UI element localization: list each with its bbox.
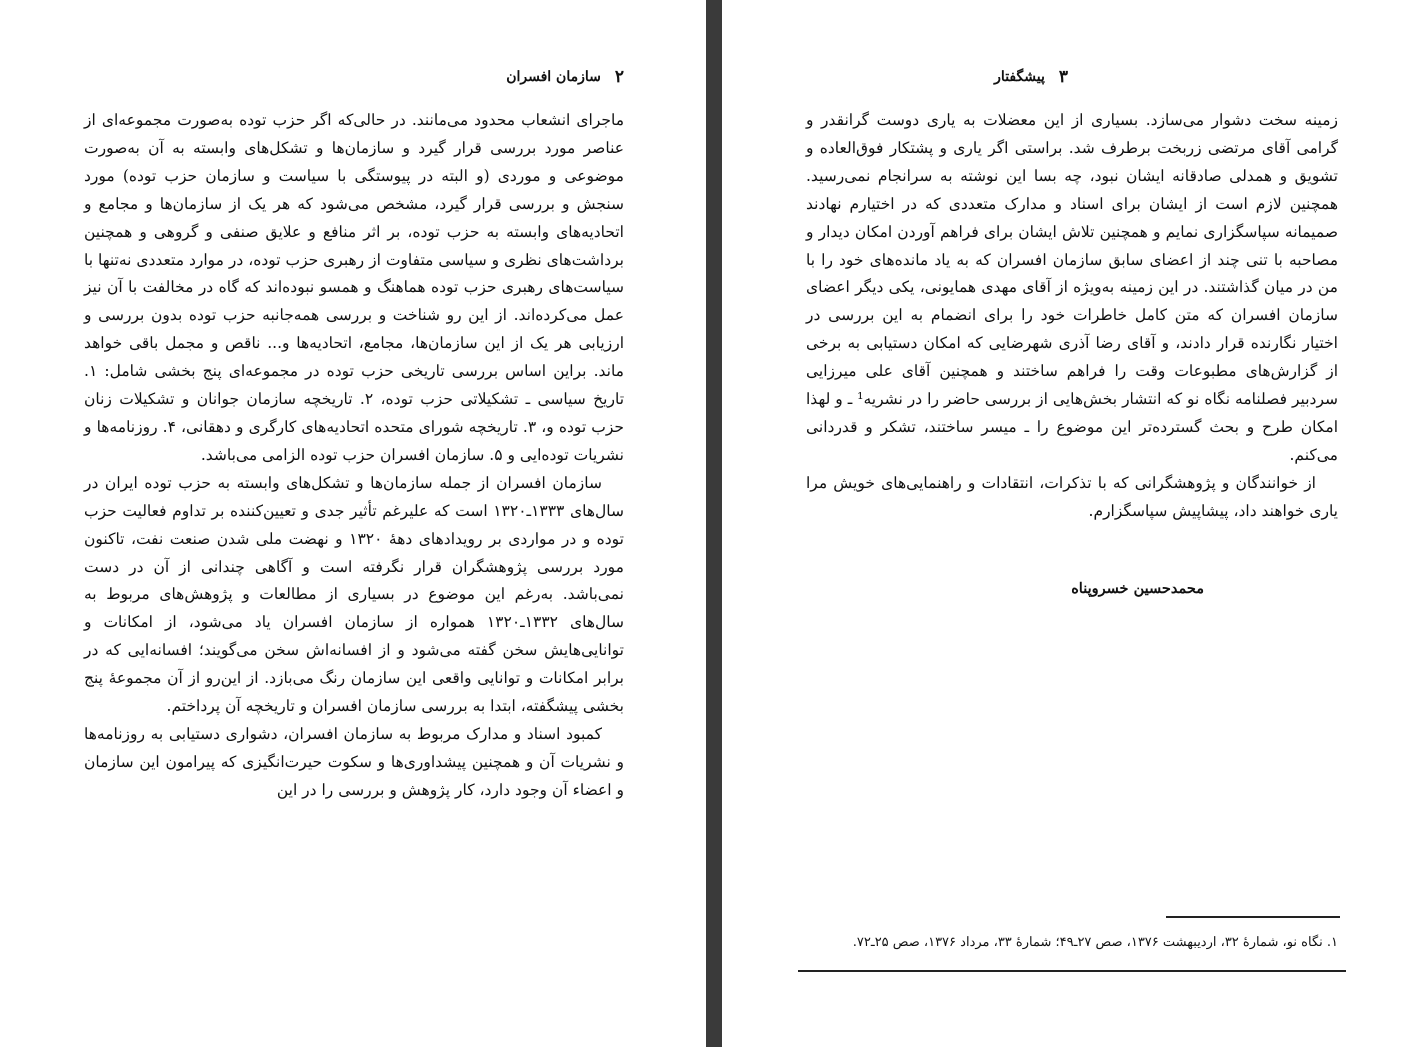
left-page	[0, 0, 706, 1047]
footnote: ۱. نگاه نو، شمارهٔ ۳۲، اردیبهشت ۱۳۷۶، صص ۲۷ـ۴۹؛ شمارهٔ ۳۳، مرداد ۱۳۷۶، صص ۲۵ـ۷۲.	[852, 935, 1338, 950]
right-paragraph-1: زمینه سخت دشوار می‌سازد. بسیاری از این معضلات به یاری دوست گرانقدر و گرامی آقای مرتضی زربخت برطرف شد. براستی اگر یاری و پشتکار فوق‌العاده و تشویق و همدلی صادقانه ایشان نبود، چه بسا این نوشته به سرانجام نمی‌رسید. همچنین لازم است از ایشان برای اسناد و مدارک متعددی که در اختیارم نهادند صمیمانه سپاسگزاری نمایم و همچنین تلاش ایشان برای فراهم آوردن امکان دیدار و مصاحبه با تنی چند از اعضای سابق سازمان افسران که به یاد مانده‌های خود را با من در میان گذاشتند. در این زمینه به‌ویژه از آقای مهدی همایونی، یکی دیگر اعضای سازمان افسران که متن کامل خاطرات خود را برای انضمام به این بررسی در اختیار نگارنده قرار دادند، و آقای رضا آذری شهرضایی که امکان دستیابی به برخی از گزارش‌های مطبوعات وقت را فراهم ساختند و همچنین آقای علی میرزایی سردبیر فصلنامه نگاه نو که انتشار بخش‌هایی از بررسی حاضر را در نشریه¹ ـ و لهذا امکان طرح و بحث گسترده‌تر این موضوع را ـ میسر ساختند، تشکر و قدردانی می‌کنم.	[806, 111, 1338, 464]
right-page-header	[994, 62, 1068, 92]
left-page-body	[84, 107, 624, 805]
left-paragraph-2: سازمان افسران از جمله سازمان‌ها و تشکل‌های وابسته به حزب توده ایران در سال‌های ۱۳۳۳ـ۱۳۲۰ است که علیرغم تأثیر جدی و تعیین‌کننده بر تداوم فعالیت حزب توده و در مواردی بر رویدادهای دههٔ ۱۳۲۰ و نهضت ملی شدن صنعت نفت، تاکنون مورد بررسی پژوهشگران قرار نگرفته است و آگاهی چندانی از آن در دست نمی‌باشد. به‌رغم این موضوع در بسیاری از مطالعات و پژوهش‌های مربوط به سال‌های ۱۳۳۲ـ۱۳۲۰ همواره از سازمان افسران یاد می‌شود، از امکانات و توانایی‌هایش سخن گفته می‌شود و از افسانه‌اش سخن می‌گویند؛ افسانه‌ایی که در برابر امکانات و توانایی واقعی این سازمان رنگ می‌بازد. از این‌رو از آن مجموعهٔ پنج بخشی پیشگفته، ابتدا به بررسی سازمان افسران و تاریخچه آن پرداختم.	[84, 473, 624, 716]
left-paragraph-1: ماجرای انشعاب محدود می‌مانند. در حالی‌که اگر حزب توده به‌صورت مجموعه‌ای از عناصر مورد بررسی قرار گیرد و سازمان‌ها و تشکل‌های وابسته به آن به‌صورت موضوعی و موردی (و البته در پیوستگی با سیاست و سازمان حزب توده) مورد سنجش و بررسی قرار گیرد، مشخص می‌شود که هر یک از سازمان‌ها و مجامع و اتحادیه‌های وابسته به حزب توده، بر اثر منافع و علایق صنفی و گروهی و همچنین برداشت‌های نظری و سیاسی متفاوت از رهبری حزب توده، در موارد متعددی نه‌تنها با سیاست‌های رهبری حزب توده هماهنگ و همسو نبوده‌اند که گاه در مخالفت با آن نیز عمل می‌کرده‌اند. از این رو شناخت و بررسی همه‌جانبه حزب توده بدون بررسی و ارزیابی هر یک از این سازمان‌ها، مجامع، اتحادیه‌ها و... ناقص و مجمل باقی خواهد ماند. براین اساس بررسی تاریخی حزب توده در مجموعه‌ای پنج بخشی شامل: ۱. تاریخ سیاسی ـ تشکیلاتی حزب توده، ۲. تاریخچه سازمان جوانان و تشکیلات زنان حزب توده و، ۳. تاریخچه شورای متحده اتحادیه‌های کارگری و دهقانی، ۴. روزنامه‌ها و نشریات توده‌ایی و ۵. سازمان افسران حزب توده الزامی می‌باشد.	[84, 111, 625, 464]
right-page-body	[806, 107, 1338, 526]
left-running-title: سازمان افسران	[506, 69, 601, 85]
bottom-rule	[798, 970, 1346, 972]
page-gutter-divider	[706, 0, 722, 1047]
right-paragraph-2: از خوانندگان و پژوهشگرانی که با تذکرات، انتقادات و راهنمایی‌های خویش مرا یاری خواهند داد، پیشاپیش سپاسگزارم.	[806, 473, 1338, 520]
author-signature: محمدحسین خسروپناه	[1071, 580, 1204, 597]
left-page-number: ۲	[614, 67, 624, 87]
right-page	[722, 0, 1416, 1047]
right-running-title: پیشگفتار	[994, 69, 1045, 85]
left-paragraph-3: کمبود اسناد و مدارک مربوط به سازمان افسران، دشواری دستیابی به روزنامه‌ها و نشریات آن و همچنین پیشداوری‌ها و سکوت حیرت‌انگیزی که پیرامون این سازمان و اعضاء آن وجود دارد، کار پژوهش و بررسی را در این	[84, 724, 624, 799]
footnote-separator	[1166, 916, 1340, 918]
left-page-header	[506, 62, 624, 92]
right-page-number: ۳	[1058, 67, 1068, 87]
